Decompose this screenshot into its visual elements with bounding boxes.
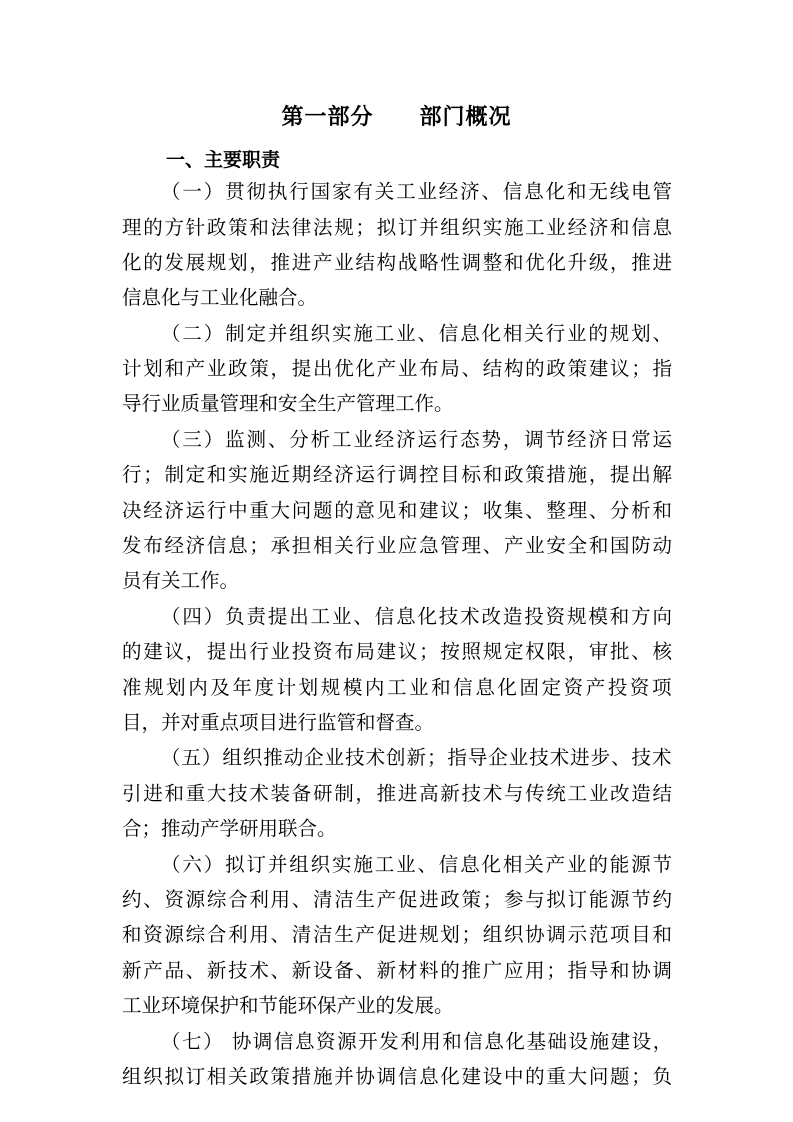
paragraph-line: 计划和产业政策，提出优化产业布局、结构的政策建议；指 <box>122 357 674 380</box>
paragraph-line: 信息化与工业化融合。 <box>122 286 318 309</box>
page-title: 第一部分 部门概况 <box>281 105 512 130</box>
paragraph-line: （六）拟订并组织实施工业、信息化相关产业的能源节 <box>161 853 674 876</box>
section-heading: 一、主要职责 <box>166 149 281 171</box>
paragraph-line: 发布经济信息；承担相关行业应急管理、产业安全和国防动 <box>122 534 674 557</box>
paragraph-line: 的建议，提出行业投资布局建议；按照规定权限，审批、核 <box>122 640 674 663</box>
paragraph-line: 员有关工作。 <box>122 569 240 592</box>
paragraph-line: （二）制定并组织实施工业、信息化相关行业的规划、 <box>161 322 674 345</box>
paragraph-line: 决经济运行中重大问题的意见和建议；收集、整理、分析和 <box>122 499 674 522</box>
paragraph-line: 新产品、新技术、新设备、新材料的推广应用；指导和协调 <box>122 959 674 982</box>
paragraph-line: 导行业质量管理和安全生产管理工作。 <box>122 392 454 415</box>
paragraph-line: 理的方针政策和法律法规；拟订并组织实施工业经济和信息 <box>122 216 674 239</box>
paragraph-line: （五）组织推动企业技术创新；指导企业技术进步、技术 <box>161 746 673 769</box>
paragraph-line: 组织拟订相关政策措施并协调信息化建设中的重大问题；负 <box>122 1065 674 1088</box>
paragraph-line: 化的发展规划，推进产业结构战略性调整和优化升级，推进 <box>122 251 674 274</box>
paragraph-line: 和资源综合利用、清洁生产促进规划；组织协调示范项目和 <box>122 923 674 946</box>
paragraph-line: 行；制定和实施近期经济运行调控目标和政策措施，提出解 <box>122 463 674 486</box>
paragraph-line: （七） 协调信息资源开发利用和信息化基础设施建设， <box>161 1030 674 1053</box>
paragraph-line: 工业环境保护和节能环保产业的发展。 <box>122 994 454 1017</box>
paragraph-line: 准规划内及年度计划规模内工业和信息化固定资产投资项 <box>122 676 675 699</box>
paragraph-line: （一）贯彻执行国家有关工业经济、信息化和无线电管 <box>161 180 674 203</box>
paragraph-line: 合；推动产学研用联合。 <box>122 817 337 840</box>
paragraph-line: 目，并对重点项目进行监管和督查。 <box>122 711 435 734</box>
paragraph-line: 引进和重大技术装备研制，推进高新技术与传统工业改造结 <box>122 782 674 805</box>
paragraph-line: （四）负责提出工业、信息化技术改造投资规模和方向 <box>161 605 674 628</box>
paragraph-line: （三）监测、分析工业经济运行态势，调节经济日常运 <box>161 428 674 451</box>
paragraph-line: 约、资源综合利用、清洁生产促进政策；参与拟订能源节约 <box>122 888 674 911</box>
